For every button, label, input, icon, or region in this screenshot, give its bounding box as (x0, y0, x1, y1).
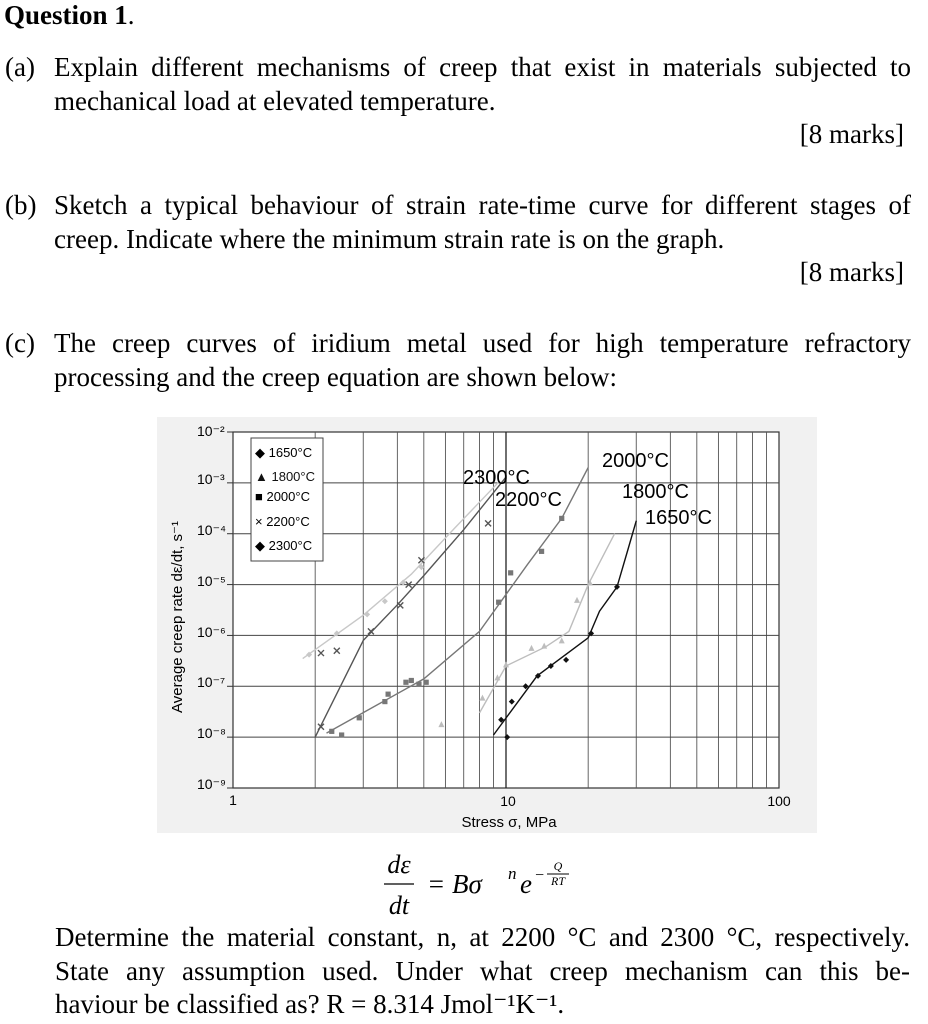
legend-item-1800: ▲ 1800°C (255, 469, 315, 484)
part-c-label: (c) (5, 328, 35, 358)
y-axis-title: Average creep rate dε/dt, s⁻¹ (169, 521, 186, 713)
x-tick-label: 1 (229, 792, 237, 808)
part-b-line-2: creep. Indicate where the minimum strain rate is on the graph. (54, 224, 725, 254)
eq-e: e (520, 869, 532, 899)
creep-equation (380, 842, 600, 922)
data-point-2000 (409, 678, 414, 683)
annotation-2300: 2300°C (463, 467, 530, 489)
eq-exp-numerator: Q (553, 859, 563, 873)
legend-item-2000: ■ 2000°C (255, 489, 310, 504)
legend-item-2200: × 2200°C (255, 514, 310, 529)
part-b-marks: [8 marks] (799, 257, 904, 287)
part-c-line-1: The creep curves of iridium metal used for high temperature refractory (54, 328, 911, 358)
y-tick-label: 10⁻⁷ (197, 674, 226, 690)
x-tick-label: 100 (767, 793, 791, 809)
part-a (5, 50, 911, 118)
y-tick-label: 10⁻⁹ (197, 776, 226, 792)
eq-denominator: dt (388, 891, 410, 920)
eq-exponent-n: n (508, 864, 517, 883)
data-point-2000 (329, 729, 334, 734)
data-point-2000 (339, 732, 344, 737)
x-tick-label: 10 (500, 793, 516, 809)
annotation-2200: 2200°C (495, 489, 562, 511)
y-tick-label: 10⁻³ (197, 471, 225, 487)
data-point-2000 (508, 570, 513, 575)
chart-legend (251, 438, 323, 561)
data-point-2000 (382, 699, 387, 704)
creep-equation-svg (380, 842, 600, 922)
data-point-2000 (357, 715, 362, 720)
part-c-line-2: processing and the creep equation are shown below: (54, 362, 618, 392)
data-point-2000 (386, 692, 391, 697)
data-point-2000 (424, 680, 429, 685)
eq-rhs: = Bσ (427, 869, 482, 899)
eq-exp-denominator: RT (550, 874, 566, 888)
question-title: Question 1. (4, 0, 135, 30)
data-point-2000 (416, 682, 421, 687)
final-line-2: State any assumption used. Under what creep mechanism can this be- (55, 955, 910, 986)
eq-numerator: dε (387, 850, 411, 879)
y-tick-label: 10⁻⁵ (197, 573, 226, 589)
part-a-line-2: mechanical load at elevated temperature. (54, 86, 496, 116)
y-tick-label: 10⁻⁸ (197, 725, 226, 741)
creep-chart (157, 417, 817, 833)
part-b-line-1: Sketch a typical behaviour of strain rate-time curve for different stages of (54, 190, 911, 220)
y-tick-label: 10⁻² (197, 423, 225, 439)
annotation-1800: 1800°C (622, 481, 689, 503)
part-b (5, 188, 911, 256)
data-point-2000 (559, 516, 564, 521)
annotation-1650: 1650°C (645, 507, 712, 529)
final-line-1: Determine the material constant, n, at 2200 °C and 2300 °C, respectively. (55, 922, 910, 952)
part-a-marks: [8 marks] (799, 119, 904, 149)
part-a-line-1: Explain different mechanisms of creep that exist in materials subjected to (54, 52, 911, 82)
eq-exp-minus: − (534, 867, 545, 884)
final-line-3: haviour be classified as? R = 8.314 Jmol⁻¹K⁻¹. (55, 989, 565, 1019)
legend-item-1650: ◆ 1650°C (255, 445, 313, 460)
y-tick-label: 10⁻⁴ (197, 522, 226, 538)
data-point-2000 (403, 680, 408, 685)
part-b-label: (b) (5, 190, 37, 220)
part-a-label: (a) (5, 52, 35, 82)
annotation-2000: 2000°C (602, 450, 669, 472)
creep-chart-svg (157, 417, 817, 833)
x-axis-title: Stress σ, MPa (461, 814, 557, 831)
legend-item-2300: ◆ 2300°C (255, 538, 313, 553)
data-point-2000 (539, 549, 544, 554)
part-c (5, 326, 911, 394)
data-point-2000 (496, 600, 501, 605)
y-tick-label: 10⁻⁶ (197, 624, 226, 640)
final-paragraph (55, 921, 910, 1022)
